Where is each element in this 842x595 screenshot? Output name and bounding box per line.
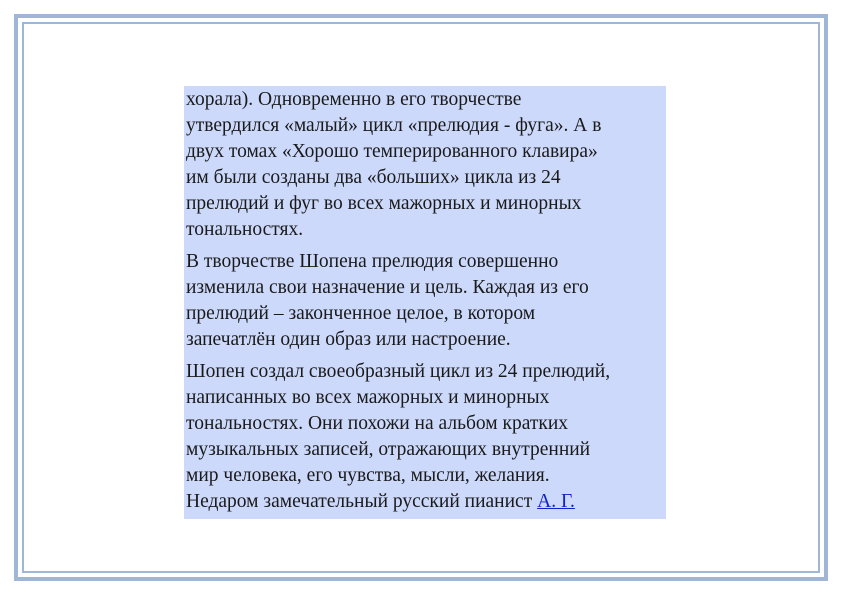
text-line: прелюдий – законченное целое, в котором <box>186 303 536 324</box>
text-line: тональностях. Они похожи на альбом кратких <box>186 413 569 434</box>
paragraph-chopin-prelude <box>186 249 664 353</box>
text-line: утвердился «малый» цикл «прелюдия - фуга». А в <box>186 115 602 136</box>
text-line: музыкальных записей, отражающих внутренний <box>186 439 591 460</box>
text-line: хорала). Одновременно в его творчестве <box>186 89 522 110</box>
text-line: Шопен создал своеобразный цикл из 24 прелюдий, <box>186 361 611 382</box>
text-block <box>184 86 666 519</box>
text-line: изменила свои назначение и цель. Каждая из его <box>186 277 589 298</box>
text-line: прелюдий и фуг во всех мажорных и минорных <box>186 193 582 214</box>
pianist-link[interactable]: А. Г. <box>537 491 575 512</box>
text-line: двух томах «Хорошо темперированного клавира» <box>186 141 598 162</box>
text-line: тональностях. <box>186 219 304 240</box>
text-line-with-link <box>186 489 664 515</box>
text-line: запечатлён один образ или настроение. <box>186 329 511 350</box>
text-line: В творчестве Шопена прелюдия совершенно <box>186 251 559 272</box>
text-line: им были созданы два «больших» цикла из 24 <box>186 167 561 188</box>
paragraph-bach <box>186 87 664 243</box>
paragraph-chopin-cycle <box>186 359 664 515</box>
text-line: мир человека, его чувства, мысли, желания. <box>186 465 550 486</box>
text-line-prefix: Недаром замечательный русский пианист <box>186 491 538 512</box>
text-line: написанных во всех мажорных и минорных <box>186 387 550 408</box>
